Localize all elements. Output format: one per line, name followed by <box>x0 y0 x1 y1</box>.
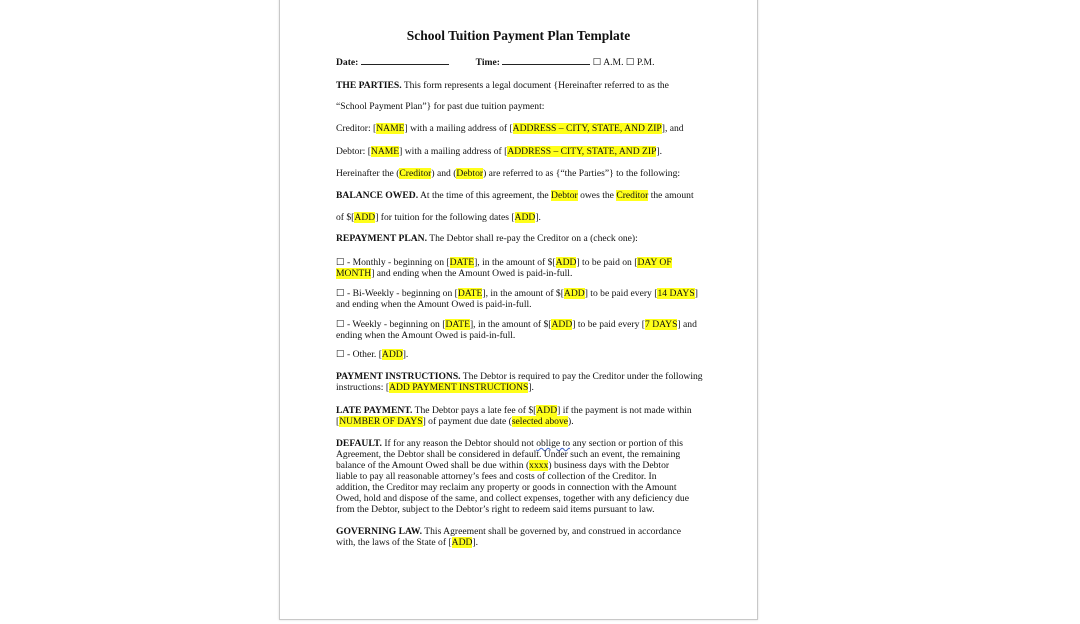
document-line <box>336 349 408 360</box>
document-line <box>336 449 680 460</box>
date-time-row <box>336 56 654 68</box>
document-line <box>336 482 677 493</box>
placeholder-highlight: DAY OF <box>637 257 672 268</box>
section-heading: BALANCE OWED. <box>336 190 419 201</box>
document-line <box>336 80 669 91</box>
text-run: ) are referred to as {“the Parties”} to the following: <box>483 168 681 179</box>
document-line <box>336 123 684 134</box>
text-run: oblige to <box>536 438 571 449</box>
text-run: any section or portion of this <box>570 438 684 449</box>
text-run: ] and ending when the Amount Owed is paid-in-full. <box>371 268 573 279</box>
document-line <box>336 460 669 471</box>
text-run: ☐ - Weekly - beginning on [ <box>336 319 446 330</box>
placeholder-highlight: ADD PAYMENT INSTRUCTIONS <box>389 382 529 393</box>
text-run: and ending when the Amount Owed is paid-in-full. <box>336 299 532 310</box>
text-run: ] if the payment is not made within <box>557 405 692 416</box>
document-line <box>336 526 681 537</box>
placeholder-highlight: NUMBER OF DAYS <box>339 416 423 427</box>
text-run: ] for tuition for the following dates [ <box>375 212 515 223</box>
text-run: Debtor: [ <box>336 146 371 157</box>
document-line <box>336 299 532 310</box>
document-line <box>336 101 544 112</box>
text-run: ]. <box>656 146 663 157</box>
text-run: At the time of this agreement, the <box>418 190 552 201</box>
text-run: ], in the amount of $[ <box>482 288 564 299</box>
text-run: ] with a mailing address of [ <box>404 123 513 134</box>
placeholder-highlight: ADD <box>514 212 536 223</box>
placeholder-highlight: ADD <box>555 257 577 268</box>
placeholder-highlight: ADDRESS – CITY, STATE, AND ZIP <box>512 123 662 134</box>
text-run: [ <box>336 416 340 427</box>
text-run: ] with a mailing address of [ <box>399 146 508 157</box>
text-run: ☐ - Monthly - beginning on [ <box>336 257 450 268</box>
text-run: ], in the amount of $[ <box>474 257 556 268</box>
text-run: Owed, hold and dispose of the same, and collect expenses, together with any deficiency due <box>336 493 689 504</box>
document-line <box>336 438 683 449</box>
placeholder-highlight: 7 DAYS <box>645 319 678 330</box>
text-run: balance of the Amount Owed shall be due within ( <box>336 460 530 471</box>
text-run: ], and <box>661 123 684 134</box>
text-run: ] to be paid every [ <box>584 288 658 299</box>
placeholder-highlight: xxxx <box>529 460 549 471</box>
placeholder-highlight: NAME <box>376 123 405 134</box>
document-line <box>336 405 692 416</box>
placeholder-highlight: Debtor <box>456 168 484 179</box>
text-run: The Debtor shall re-pay the Creditor on a (check one): <box>426 233 638 244</box>
placeholder-highlight: ADD <box>536 405 558 416</box>
section-heading: THE PARTIES. <box>336 80 402 91</box>
text-run: The Debtor pays a late fee of $[ <box>412 405 537 416</box>
text-run: This form represents a legal document {Hereinafter referred to as the <box>401 80 669 91</box>
placeholder-highlight: MONTH <box>336 268 372 279</box>
time-blank-field[interactable] <box>502 56 590 65</box>
placeholder-highlight: ADD <box>354 212 376 223</box>
placeholder-highlight: Creditor <box>399 168 432 179</box>
placeholder-highlight: DATE <box>445 319 470 330</box>
section-heading: LATE PAYMENT. <box>336 405 413 416</box>
text-run: with, the laws of the State of [ <box>336 537 452 548</box>
placeholder-highlight: ADD <box>381 349 403 360</box>
text-run: ]. <box>528 382 534 393</box>
section-heading: REPAYMENT PLAN. <box>336 233 427 244</box>
text-run: liable to pay all reasonable attorney’s fees and costs of collection of the Creditor. In <box>336 471 657 482</box>
text-run: ], in the amount of $[ <box>469 319 552 330</box>
placeholder-highlight: Creditor <box>616 190 649 201</box>
document-line <box>336 257 672 268</box>
text-run: from the Debtor, subject to the Debtor’s right to redeem said items pursuant to law. <box>336 504 655 515</box>
text-run: instructions: [ <box>336 382 390 393</box>
text-run: ]. <box>535 212 541 223</box>
date-blank-field[interactable] <box>361 56 449 65</box>
text-run: The Debtor is required to pay the Creditor under the following <box>460 371 703 382</box>
am-pm-checkboxes[interactable]: ☐ A.M. ☐ P.M. <box>592 57 655 68</box>
document-line <box>336 212 541 223</box>
date-label: Date: <box>336 57 359 68</box>
text-run: Agreement, the Debtor shall be considered in default. Under such an event, the remaining <box>336 449 681 460</box>
document-line <box>336 537 478 548</box>
placeholder-highlight: selected above <box>511 416 569 427</box>
document-line <box>336 146 662 157</box>
text-run: If for any reason the Debtor should not <box>381 438 537 449</box>
document-title: School Tuition Payment Plan Template <box>406 28 631 43</box>
section-heading: GOVERNING LAW. <box>336 526 423 537</box>
text-run: ) and ( <box>431 168 457 179</box>
document-line <box>336 416 574 427</box>
text-run: ]. <box>402 349 409 360</box>
text-run: ending when the Amount Owed is paid-in-full. <box>336 330 516 341</box>
text-run: ] of payment due date ( <box>422 416 512 427</box>
text-run: ☐ - Bi-Weekly - beginning on [ <box>336 288 458 299</box>
text-run: of $[ <box>336 212 355 223</box>
placeholder-highlight: 14 DAYS <box>657 288 695 299</box>
document-line <box>336 371 703 382</box>
placeholder-highlight: DATE <box>449 257 475 268</box>
text-run: the amount <box>648 190 694 201</box>
placeholder-highlight: DATE <box>457 288 483 299</box>
placeholder-highlight: NAME <box>370 146 400 157</box>
placeholder-highlight: ADD <box>451 537 473 548</box>
document-line <box>336 168 680 179</box>
text-run: This Agreement shall be governed by, and construed in accordance <box>422 526 681 537</box>
section-heading: PAYMENT INSTRUCTIONS. <box>336 371 461 382</box>
document-line <box>336 493 689 504</box>
text-run: addition, the Creditor may reclaim any property or goods in connection with the Amount <box>336 482 677 493</box>
text-run: ] <box>694 288 698 299</box>
text-run: owes the <box>577 190 617 201</box>
text-run: Hereinafter the ( <box>336 168 400 179</box>
text-run: Creditor: [ <box>336 123 377 134</box>
text-run: ☐ - Other. [ <box>336 349 382 360</box>
text-run: ] and <box>677 319 697 330</box>
section-heading: DEFAULT. <box>336 438 382 449</box>
placeholder-highlight: ADDRESS – CITY, STATE, AND ZIP <box>507 146 657 157</box>
text-run: ) business days with the Debtor <box>548 460 670 471</box>
text-run: “School Payment Plan”} for past due tuition payment: <box>336 101 545 112</box>
document-line <box>336 504 655 515</box>
placeholder-highlight: ADD <box>563 288 585 299</box>
text-run: ]. <box>472 537 479 548</box>
text-run: ). <box>568 416 574 427</box>
document-line <box>336 190 694 201</box>
document-line <box>336 382 534 393</box>
placeholder-highlight: ADD <box>551 319 573 330</box>
document-line <box>336 268 572 279</box>
document-line <box>336 288 698 299</box>
text-run: ] to be paid on [ <box>576 257 638 268</box>
placeholder-highlight: Debtor <box>551 190 578 201</box>
time-label: Time: <box>475 57 500 68</box>
document-line <box>336 319 697 330</box>
document-line <box>336 233 638 244</box>
document-line <box>336 330 515 341</box>
document-line <box>336 471 657 482</box>
text-run: ] to be paid every [ <box>572 319 646 330</box>
